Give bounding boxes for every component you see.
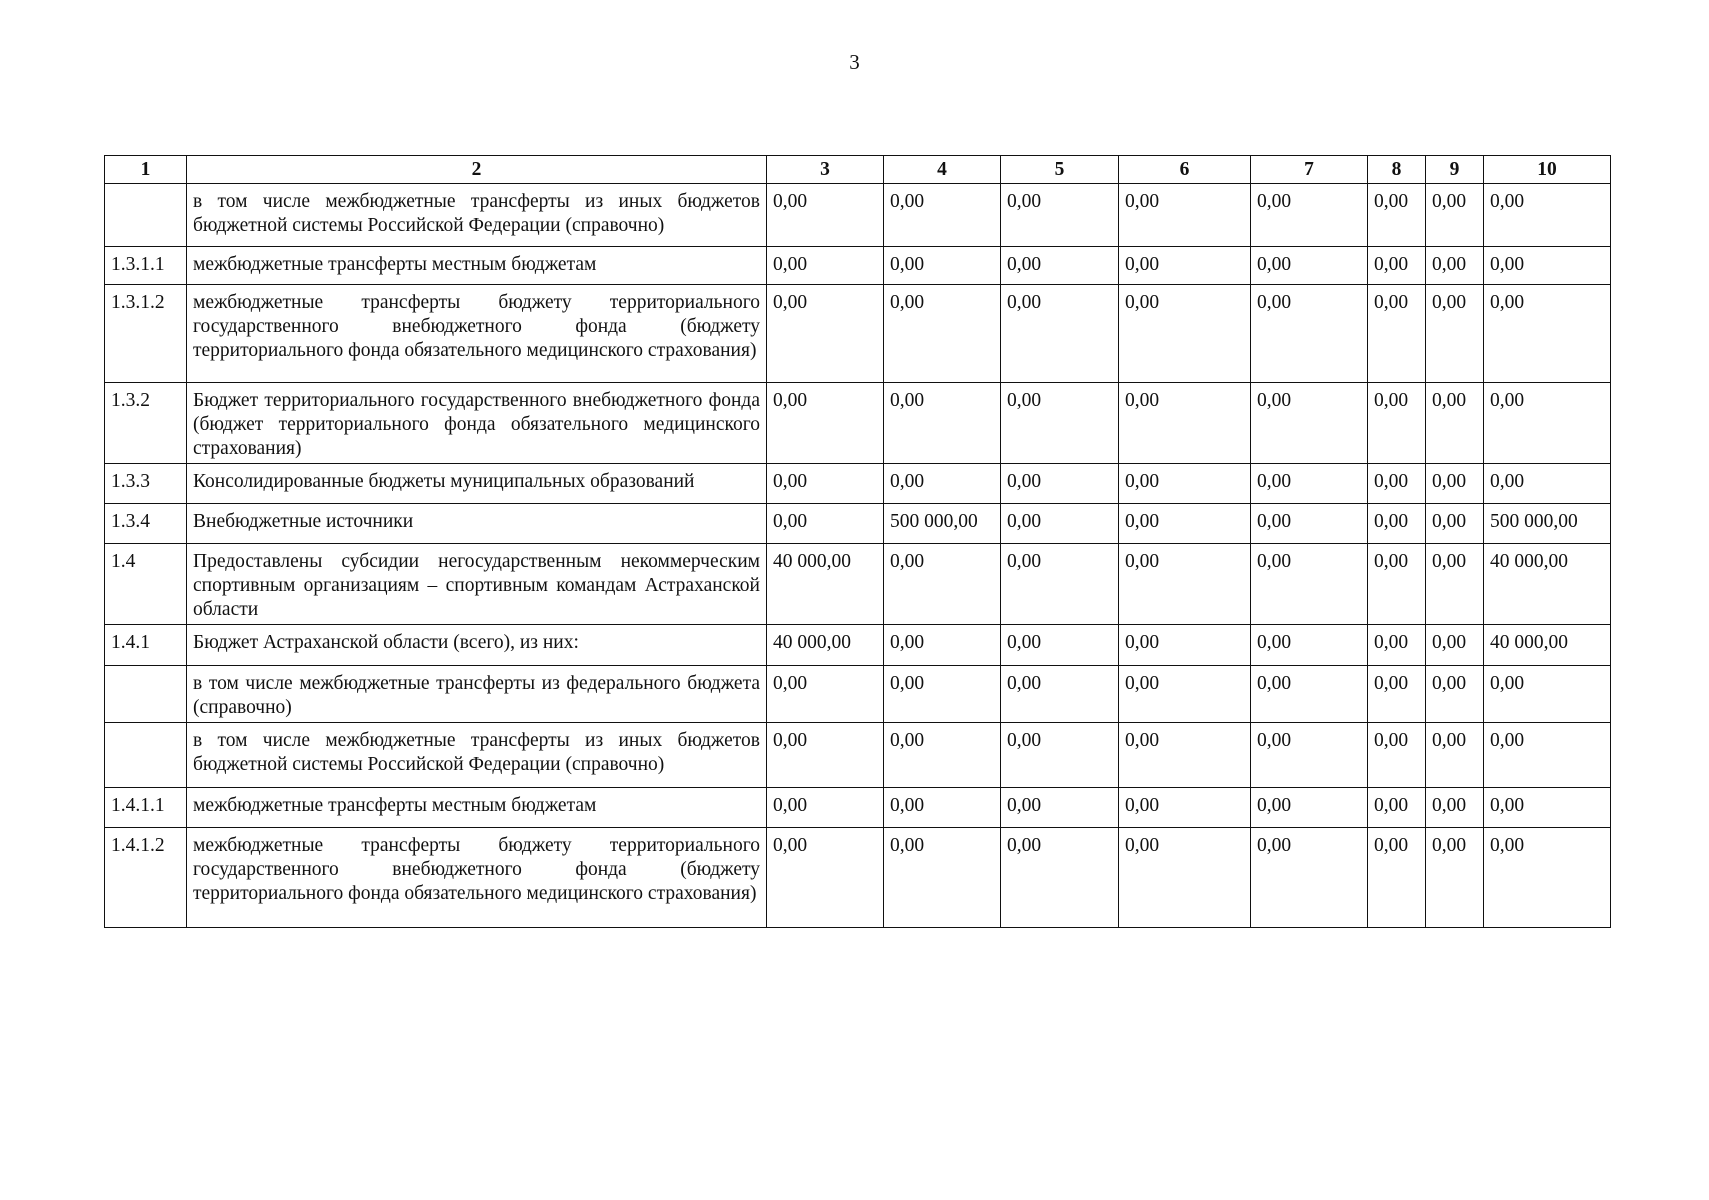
- value-cell: 0,00: [1484, 828, 1611, 928]
- table-row: [105, 625, 1611, 666]
- value-cell: 0,00: [1251, 788, 1368, 828]
- row-code: 1.3.3: [105, 464, 187, 504]
- value-cell: 500 000,00: [884, 504, 1001, 544]
- row-name: Бюджет территориального государственного внебюджетного фонда (бюджет территориального фонда обязательного медицинского страхования): [187, 383, 767, 464]
- value-cell: 0,00: [1368, 788, 1426, 828]
- value-cell: 0,00: [767, 666, 884, 723]
- table-row: [105, 788, 1611, 828]
- value-cell: 0,00: [1426, 788, 1484, 828]
- value-cell: 0,00: [1251, 666, 1368, 723]
- column-header: 9: [1426, 156, 1484, 184]
- value-cell: 0,00: [767, 184, 884, 247]
- row-name: межбюджетные трансферты бюджету территориального государственного внебюджетного фонда (бюджету территориального фонда обязательного медицинского страхования): [187, 285, 767, 383]
- value-cell: 0,00: [1119, 383, 1251, 464]
- row-name: Бюджет Астраханской области (всего), из них:: [187, 625, 767, 666]
- value-cell: 0,00: [1119, 464, 1251, 504]
- value-cell: 0,00: [1368, 723, 1426, 788]
- table-row: [105, 184, 1611, 247]
- row-name: Предоставлены субсидии негосударственным некоммерческим спортивным организациям – спортивным командам Астраханской области: [187, 544, 767, 625]
- value-cell: 0,00: [1368, 285, 1426, 383]
- value-cell: 0,00: [767, 383, 884, 464]
- row-code: 1.4.1: [105, 625, 187, 666]
- column-header: 5: [1001, 156, 1119, 184]
- table-row: [105, 666, 1611, 723]
- value-cell: 0,00: [884, 464, 1001, 504]
- value-cell: 40 000,00: [1484, 625, 1611, 666]
- value-cell: 0,00: [1001, 544, 1119, 625]
- value-cell: 0,00: [884, 828, 1001, 928]
- value-cell: 0,00: [767, 788, 884, 828]
- row-name: межбюджетные трансферты бюджету территориального государственного внебюджетного фонда (бюджету территориального фонда обязательного медицинского страхования): [187, 828, 767, 928]
- value-cell: 0,00: [1484, 184, 1611, 247]
- value-cell: 0,00: [884, 184, 1001, 247]
- value-cell: 500 000,00: [1484, 504, 1611, 544]
- value-cell: 0,00: [1484, 247, 1611, 285]
- value-cell: 0,00: [1251, 464, 1368, 504]
- value-cell: 0,00: [1001, 184, 1119, 247]
- budget-table: [104, 155, 1611, 928]
- value-cell: 0,00: [1001, 383, 1119, 464]
- value-cell: 0,00: [1119, 625, 1251, 666]
- row-code: [105, 666, 187, 723]
- header-row: [105, 156, 1611, 184]
- value-cell: 0,00: [1001, 788, 1119, 828]
- row-code: 1.3.1.2: [105, 285, 187, 383]
- row-code: 1.4.1.2: [105, 828, 187, 928]
- value-cell: 0,00: [1251, 625, 1368, 666]
- value-cell: 0,00: [1368, 184, 1426, 247]
- row-name: Консолидированные бюджеты муниципальных образований: [187, 464, 767, 504]
- table-row: [105, 247, 1611, 285]
- value-cell: 0,00: [767, 828, 884, 928]
- value-cell: 0,00: [767, 285, 884, 383]
- value-cell: 0,00: [1251, 544, 1368, 625]
- value-cell: 0,00: [1001, 285, 1119, 383]
- value-cell: 0,00: [884, 544, 1001, 625]
- value-cell: 0,00: [767, 723, 884, 788]
- value-cell: 40 000,00: [767, 544, 884, 625]
- column-header: 6: [1119, 156, 1251, 184]
- row-name: в том числе межбюджетные трансферты из иных бюджетов бюджетной системы Российской Федерации (справочно): [187, 723, 767, 788]
- row-code: 1.4: [105, 544, 187, 625]
- value-cell: 0,00: [1368, 544, 1426, 625]
- value-cell: 0,00: [1426, 184, 1484, 247]
- row-name: в том числе межбюджетные трансферты из иных бюджетов бюджетной системы Российской Федерации (справочно): [187, 184, 767, 247]
- row-name: межбюджетные трансферты местным бюджетам: [187, 247, 767, 285]
- value-cell: 0,00: [884, 285, 1001, 383]
- row-code: [105, 184, 187, 247]
- value-cell: 0,00: [1426, 625, 1484, 666]
- table-body: [105, 184, 1611, 928]
- value-cell: 0,00: [1251, 723, 1368, 788]
- value-cell: 0,00: [884, 666, 1001, 723]
- value-cell: 0,00: [1484, 285, 1611, 383]
- table-row: [105, 723, 1611, 788]
- value-cell: 0,00: [767, 504, 884, 544]
- value-cell: 0,00: [1119, 184, 1251, 247]
- page-number: 3: [849, 50, 860, 74]
- value-cell: 0,00: [1001, 247, 1119, 285]
- row-code: 1.4.1.1: [105, 788, 187, 828]
- value-cell: 0,00: [884, 625, 1001, 666]
- value-cell: 40 000,00: [767, 625, 884, 666]
- value-cell: 0,00: [1368, 625, 1426, 666]
- value-cell: 0,00: [1368, 828, 1426, 928]
- row-code: 1.3.1.1: [105, 247, 187, 285]
- value-cell: 0,00: [1426, 723, 1484, 788]
- column-header: 2: [187, 156, 767, 184]
- value-cell: 0,00: [1368, 383, 1426, 464]
- value-cell: 0,00: [1426, 666, 1484, 723]
- column-header: 3: [767, 156, 884, 184]
- column-header: 4: [884, 156, 1001, 184]
- column-header: 10: [1484, 156, 1611, 184]
- value-cell: 0,00: [1426, 383, 1484, 464]
- value-cell: 0,00: [1251, 504, 1368, 544]
- value-cell: 0,00: [1426, 544, 1484, 625]
- value-cell: 0,00: [1251, 184, 1368, 247]
- value-cell: 40 000,00: [1484, 544, 1611, 625]
- value-cell: 0,00: [1484, 788, 1611, 828]
- value-cell: 0,00: [1368, 464, 1426, 504]
- value-cell: 0,00: [1001, 723, 1119, 788]
- table-row: [105, 464, 1611, 504]
- value-cell: 0,00: [1119, 666, 1251, 723]
- table-row: [105, 544, 1611, 625]
- column-header: 1: [105, 156, 187, 184]
- value-cell: 0,00: [1426, 464, 1484, 504]
- value-cell: 0,00: [767, 464, 884, 504]
- value-cell: 0,00: [1426, 828, 1484, 928]
- value-cell: 0,00: [1426, 247, 1484, 285]
- value-cell: 0,00: [767, 247, 884, 285]
- value-cell: 0,00: [1119, 285, 1251, 383]
- value-cell: 0,00: [1119, 504, 1251, 544]
- value-cell: 0,00: [1484, 383, 1611, 464]
- value-cell: 0,00: [1368, 504, 1426, 544]
- value-cell: 0,00: [1484, 666, 1611, 723]
- value-cell: 0,00: [1119, 788, 1251, 828]
- value-cell: 0,00: [1001, 828, 1119, 928]
- value-cell: 0,00: [1001, 666, 1119, 723]
- row-name: межбюджетные трансферты местным бюджетам: [187, 788, 767, 828]
- value-cell: 0,00: [1001, 625, 1119, 666]
- value-cell: 0,00: [884, 788, 1001, 828]
- value-cell: 0,00: [1484, 723, 1611, 788]
- row-name: Внебюджетные источники: [187, 504, 767, 544]
- value-cell: 0,00: [1001, 464, 1119, 504]
- value-cell: 0,00: [1251, 383, 1368, 464]
- table-row: [105, 285, 1611, 383]
- column-header: 7: [1251, 156, 1368, 184]
- value-cell: 0,00: [1484, 464, 1611, 504]
- value-cell: 0,00: [1426, 285, 1484, 383]
- column-header: 8: [1368, 156, 1426, 184]
- row-code: 1.3.4: [105, 504, 187, 544]
- row-name: в том числе межбюджетные трансферты из федерального бюджета (справочно): [187, 666, 767, 723]
- value-cell: 0,00: [1251, 285, 1368, 383]
- value-cell: 0,00: [1368, 247, 1426, 285]
- value-cell: 0,00: [884, 383, 1001, 464]
- row-code: [105, 723, 187, 788]
- value-cell: 0,00: [884, 247, 1001, 285]
- value-cell: 0,00: [1368, 666, 1426, 723]
- value-cell: 0,00: [1119, 247, 1251, 285]
- table-row: [105, 828, 1611, 928]
- value-cell: 0,00: [1251, 828, 1368, 928]
- value-cell: 0,00: [1426, 504, 1484, 544]
- table-row: [105, 504, 1611, 544]
- value-cell: 0,00: [1251, 247, 1368, 285]
- value-cell: 0,00: [884, 723, 1001, 788]
- row-code: 1.3.2: [105, 383, 187, 464]
- value-cell: 0,00: [1119, 828, 1251, 928]
- value-cell: 0,00: [1001, 504, 1119, 544]
- table-row: [105, 383, 1611, 464]
- value-cell: 0,00: [1119, 723, 1251, 788]
- value-cell: 0,00: [1119, 544, 1251, 625]
